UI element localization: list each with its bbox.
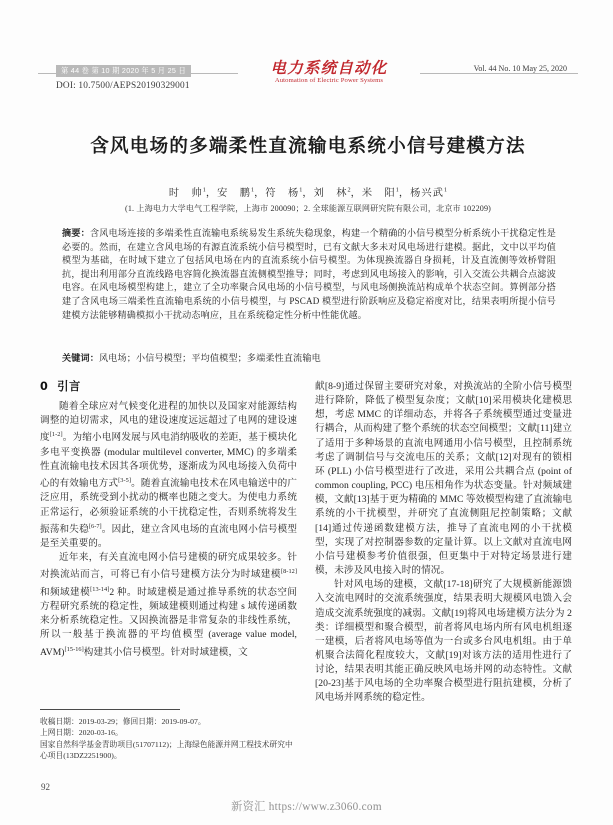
footnote-rule xyxy=(40,709,180,710)
paragraph: 近年来，有关直流电网小信号建模的研究成果较多。针对换流站而言，可将已有小信号建模方法分为时域建模[8-12]和频域建模[13-14]2 种。时域建模是通过推导系统的状态空间方程研究系统的稳定性，频域建模则通过构建 s 域传递函数来分析系统稳定性。又因换流器是非常复杂的非线性系统，所以一般基于换流器的平均值模型 (average value model, AVM)[15-16]构建其小信号模型。针对时域建模，文 xyxy=(40,552,298,658)
section-title: 引言 xyxy=(57,380,81,393)
journal-title-en: Automation of Electric Power Systems xyxy=(274,77,384,85)
column-left xyxy=(40,380,297,660)
doi-text: DOI: 10.7500/AEPS20190329001 xyxy=(56,81,190,91)
affiliations: (1. 上海电力大学电气工程学院，上海市 200090；2. 全球能源互联网研究院有限公司，北京市 102209) xyxy=(124,204,492,213)
abstract-text: 含风电场连接的多端柔性直流输电系统易发生系统失稳现象，构建一个精确的小信号模型分析系统小干扰稳定性是必要的。然而，在建立含风电场的有源直流系统小信号模型时，已有文献大多未对风电场进行建模。据此，文中以平均值模型为基础，在时域下建立了包括风电场在内的直流系统小信号模型。为体现换流器自身损耗，计及直流侧等效桥臂阻抗，提出利用部分直流线路电容简化换流器直流侧模型推导；同时，考虑到风电场接入的影响，引入交流公共耦合点滤波电容。在风电场模型构建上，建立了全功率聚合风电场的小信号模型，与风电场侧换流站构成单个状态空间。算例部分搭建了含风电场三端柔性直流输电系统的小信号模型，与 PSCAD 模型进行阶跃响应及稳定裕度对比，结果表明所提小信号建模方法能够精确模拟小干扰动态响应，且在系统稳定性分析中性能优越。 xyxy=(62,228,556,320)
volume-issue-badge: 第 44 卷 第 10 期 2020 年 5 月 25 日 xyxy=(56,65,191,77)
section-number: 0 xyxy=(40,380,49,393)
abstract-block xyxy=(62,227,556,322)
paragraph: 随着全球应对气候变化进程的加快以及国家对能源结构调整的迫切需求，风电的建设速度远远超过了电网的建设速度[1-2]。为缩小电网发展与风电消纳吸收的差距，基于模块化多电平变换器 (modular multilevel converter, MMC) 的多端柔性直流输电技术因其各项优势，逐渐成为风电场接入负荷中心的有效输电方式[3-5]。随着直流输电技术在风电输送中的广泛应用，系统受到小扰动的概率也随之变大。为使电力系统正常运行，必须验证系统的小干扰稳定性，否则系统将发生振荡和失稳[6-7]。因此，建立含风电场的直流电网小信号模型是至关重要的。 xyxy=(40,401,298,550)
paragraph: 针对风电场的建模，文献[17-18]研究了大规模新能源馈入交流电网时的交流系统强度，结果表明大规模风电馈入会造成交流系统强度的减弱。文献[19]将风电场建模方法分为 2 类：详细模型和聚合模型，前者将风电场内所有风电机组逐一建模，后者将风电场等值为一台或多台风电机组。由于单机聚合法简化程度较大，文献[19]对该方法的适用性进行了讨论，结果表明其能正确反映风电场并网的动态特性。文献[20-23]基于风电场的全功率聚合模型进行阻抗建模，分析了风电场并网系统的稳定性。 xyxy=(315,579,572,704)
masthead xyxy=(38,60,578,104)
footnote-line: 收稿日期：2019-03-29；修回日期：2019-09-07。 xyxy=(40,717,206,726)
page-number: 92 xyxy=(41,782,50,792)
footnote-block xyxy=(40,716,297,762)
volume-issue-en: Vol. 44 No. 10 May 25, 2020 xyxy=(471,64,570,73)
footnote-line: 国家自然科学基金青助项目(51707112)；上海绿色能源并网工程技术研究中心项目(13DZ2251900)。 xyxy=(40,739,293,761)
paragraph: 献[8-9]通过保留主要研究对象，对换流站的全阶小信号模型进行降阶，降低了模型复杂度；文献[10]采用模块化建模思想，考虑 MMC 的详细动态，并将各子系统模型通过变量进行耦合，从而构建了整个系统的状态空间模型；文献[11]建立了适用于多种场景的直流电网通用小信号模型，且控制系统考虑了调制信号与交流电压的关系；文献[12]对现有的锁相环 (PLL) 小信号模型进行了改进，采用公共耦合点 (point of common coupling, PCC) 电压相角作为状态变量。针对频域建模，文献[13]基于更为精确的 MMC 等效模型构建了直流输电系统的小干扰模型，并研究了直流侧阻尼控制策略；文献[14]通过传递函数建模方法，推导了直流电网的小干扰模型，实现了对控制器参数的定量计算。以上文献对直流电网小信号建模参考价值很强，但更集中于对特定场景进行建模，未涉及风电接入时的情况。 xyxy=(315,381,572,577)
footnote-line: 上网日期：2020-03-16。 xyxy=(40,728,123,738)
keywords-block xyxy=(62,352,556,366)
section-heading xyxy=(40,380,297,394)
author-list: 时 帅$^1$，安 鹏$^1$，符 杨$^1$，刘 林$^2$，米 阳$^1$，杨兴武$^1$ xyxy=(168,186,448,199)
column-right xyxy=(315,380,572,706)
keywords-label: 关键词： xyxy=(62,353,99,363)
site-watermark: 新资汇 https://www.z3060.com xyxy=(231,801,382,813)
keywords-text: 风电场；小信号模型；平均值模型；多端柔性直流输电 xyxy=(98,353,321,363)
article-title: 含风电场的多端柔性直流输电系统小信号建模方法 xyxy=(90,136,526,157)
journal-logo xyxy=(238,60,420,84)
journal-title-cn: 电力系统自动化 xyxy=(270,58,388,77)
abstract-label: 摘要： xyxy=(62,228,90,238)
